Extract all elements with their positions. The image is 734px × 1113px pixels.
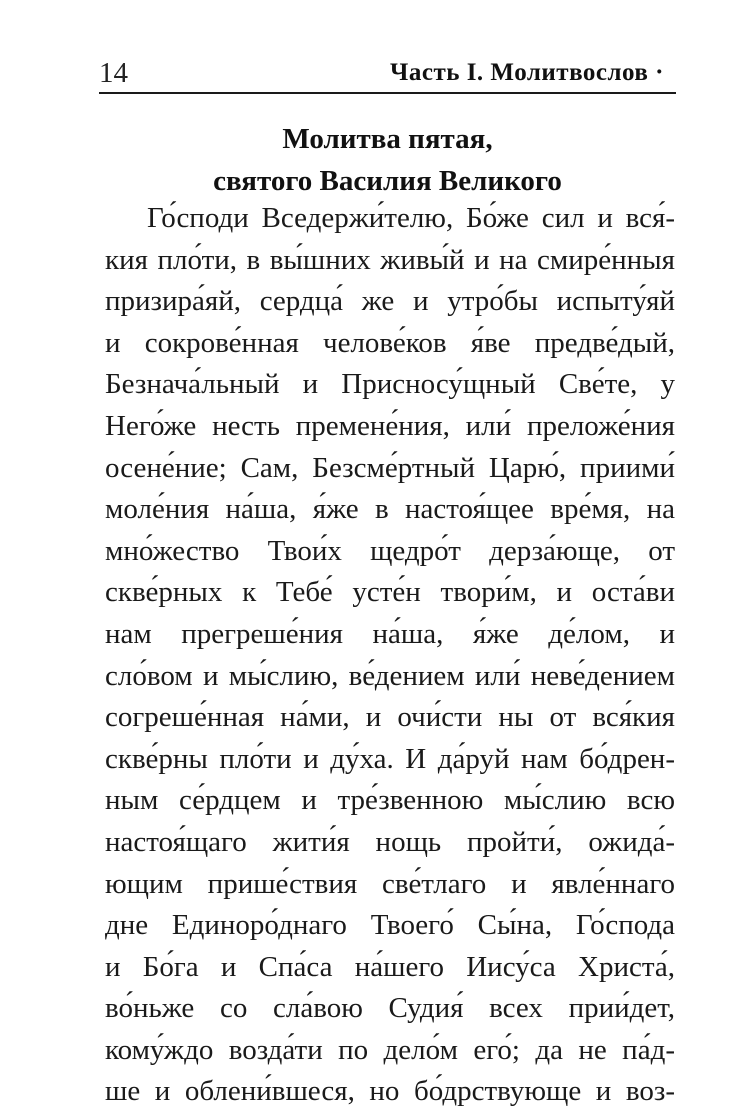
text-line: и Бо́га и Спа́са на́шего Иису́са Христа́, (105, 950, 675, 983)
text-line: и сокрове́нная челове́ков я́ве предве́дый, (105, 326, 675, 359)
prayer-title-line-1: Молитва пятая, (282, 123, 493, 155)
prayer-title-line-2: святого Василия Великого (213, 165, 562, 197)
text-line: ше и облени́вшеся, но бо́дрствующе и воз- (105, 1075, 675, 1108)
text-line: Го́споди Вседержи́телю, Бо́же сил и вся́- (147, 202, 675, 234)
text-line: во́ньже со сла́вою Судия́ всех прии́дет, (105, 992, 675, 1025)
text-line: скве́рны пло́ти и ду́ха. И да́руй нам бо́дрен- (105, 742, 675, 775)
text-line: скве́рных к Тебе́ усте́н твори́м, и оста́ви (105, 576, 675, 609)
page-header (99, 56, 676, 94)
text-line: ным се́рдцем и тре́звенною мы́слию всю (105, 784, 675, 817)
text-line: мно́жество Твои́х щедро́т дерза́юще, от (105, 534, 675, 567)
text-line: Него́же несть премене́ния, или́ преложе́ния (105, 409, 675, 442)
text-line: настоя́щаго жити́я нощь пройти́, ожида́- (105, 825, 675, 858)
text-line: осене́ние; Сам, Безсме́ртный Царю́, приими́ (105, 451, 675, 484)
text-line: нам прегреше́ния на́ша, я́же де́лом, и (105, 617, 675, 650)
running-head: Часть I. Молитвослов · (390, 59, 664, 86)
page-number: 14 (99, 57, 128, 89)
text-line: согреше́нная на́ми, и очи́сти ны от вся́кия (105, 701, 675, 734)
text-line: ющим прише́ствия све́тлаго и явле́ннаго (105, 867, 675, 900)
text-line: дне Единоро́днаго Твоего́ Сы́на, Го́спода (105, 909, 675, 942)
text-line: Безнача́льный и Присносу́щный Све́те, у (105, 368, 675, 401)
text-line: кия пло́ти, в вы́шних живы́й и на смире́нныя (105, 243, 675, 276)
prayer-title (99, 118, 676, 202)
text-line: моле́ния на́ша, я́же в настоя́щее вре́мя, на (105, 493, 675, 526)
text-line: сло́вом и мы́слию, ве́дением или́ неве́дением (105, 659, 675, 692)
text-line: призира́яй, сердца́ же и утро́бы испыту́яй (105, 285, 675, 318)
text-line: кому́ждо возда́ти по дело́м его́; да не па́д- (105, 1033, 675, 1066)
prayer-text (105, 198, 675, 1113)
